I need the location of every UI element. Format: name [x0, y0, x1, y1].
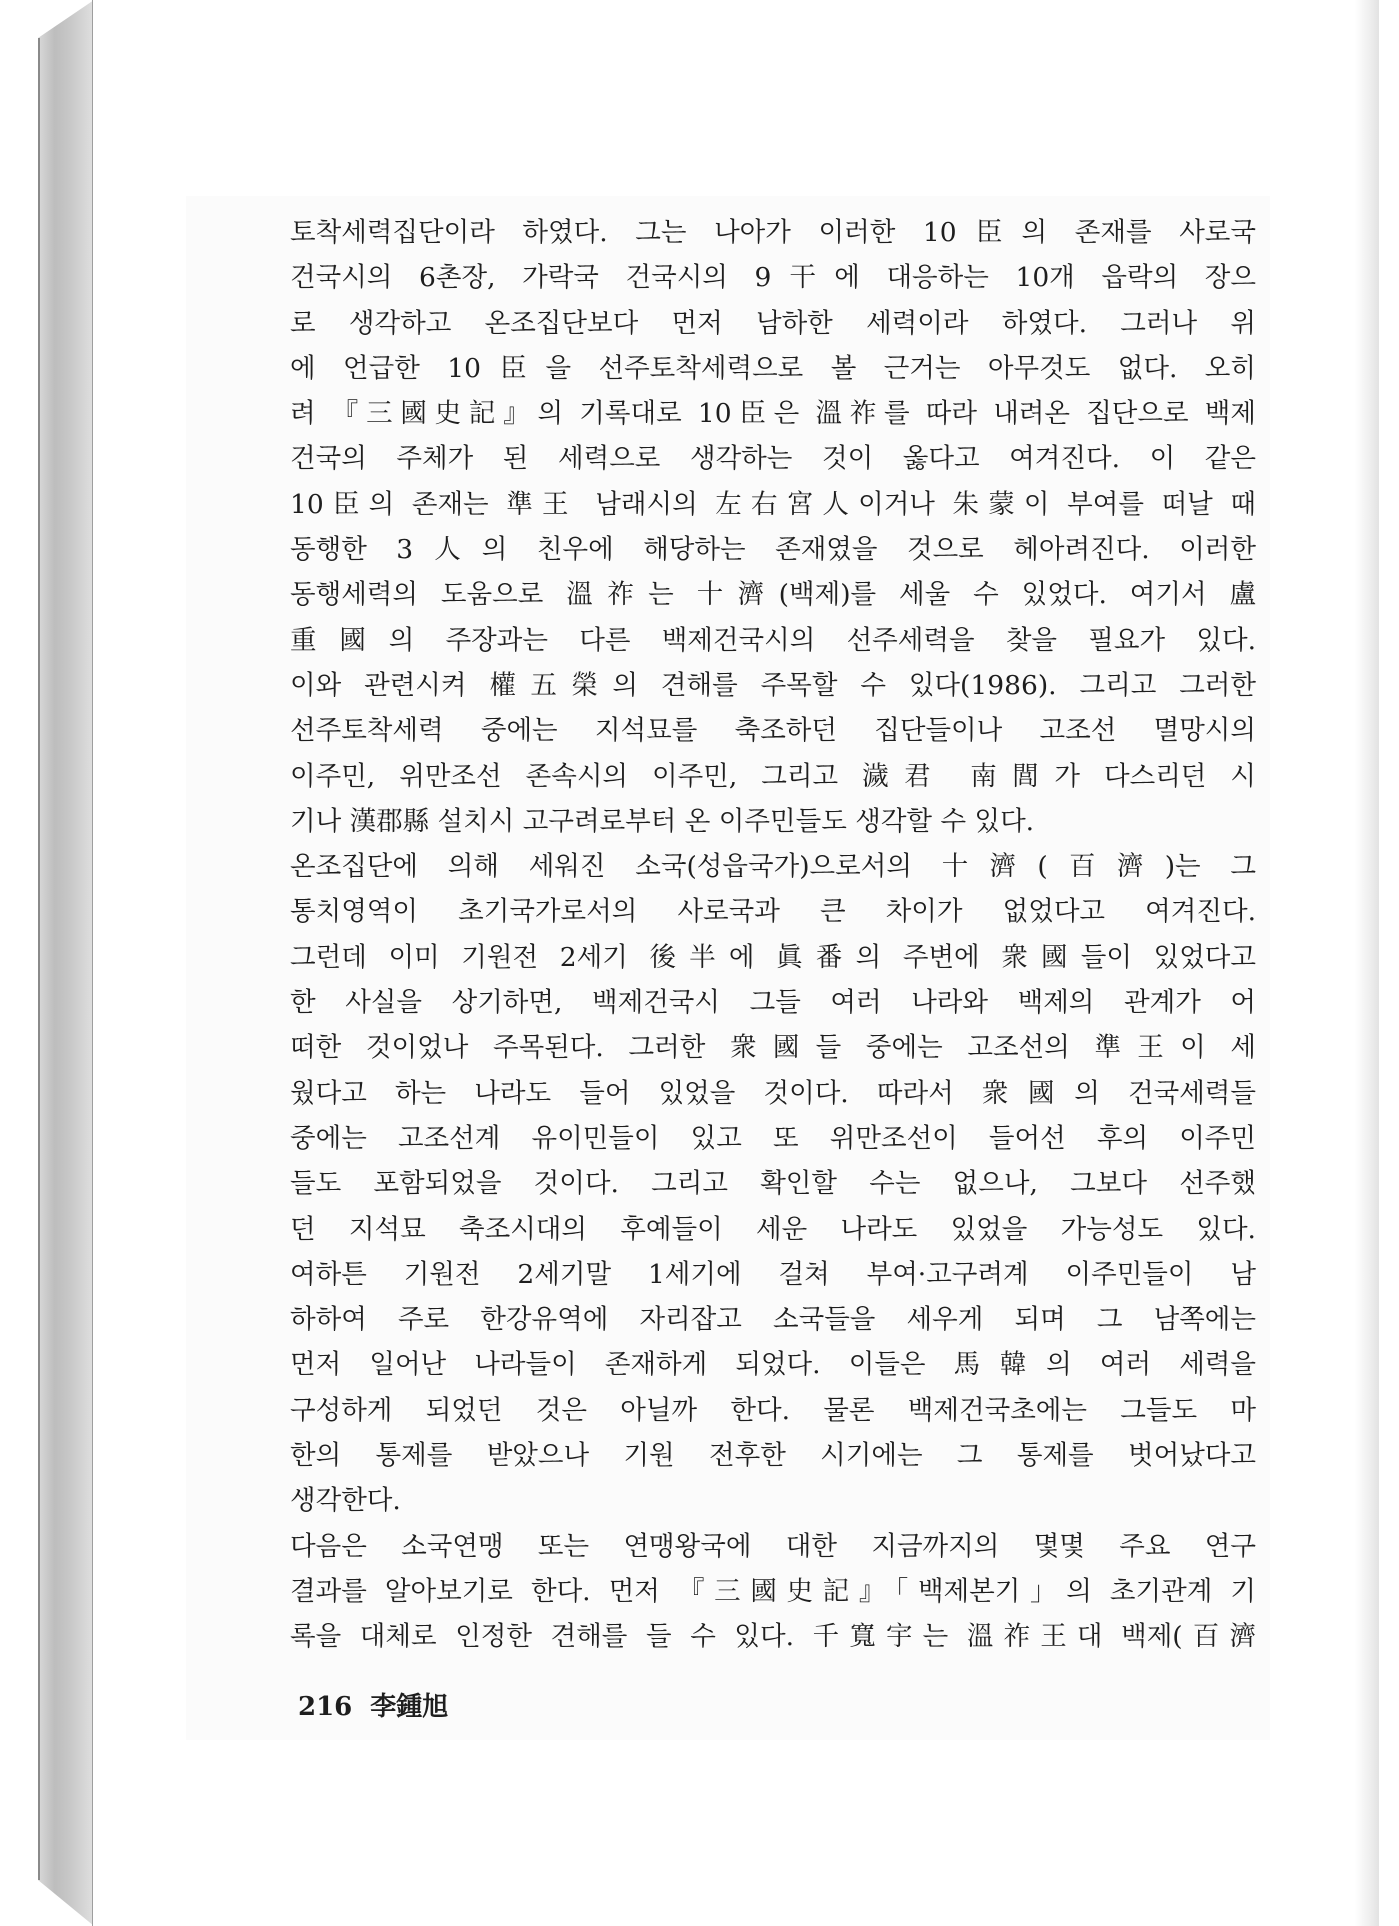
- text-line: 떠한 것이었나 주목된다. 그러한 衆國들 중에는 고조선의 準王이 세: [290, 1032, 1256, 1064]
- text-line: 하하여 주로 한강유역에 자리잡고 소국들을 세우게 되며 그 남쪽에는: [290, 1304, 1256, 1336]
- text-line: 그런데 이미 기원전 2세기 後半에 眞番의 주변에 衆國들이 있었다고: [290, 941, 1256, 973]
- text-line: 이주민, 위만조선 존속시의 이주민, 그리고 濊君 南閭가 다스리던 시: [290, 760, 1256, 792]
- text-line: 건국시의 6촌장, 가락국 건국시의 9干에 대응하는 10개 읍락의 장으: [290, 262, 1256, 294]
- text-line: 重國의 주장과는 다른 백제건국시의 선주세력을 찾을 필요가 있다.: [290, 624, 1256, 656]
- text-line: 결과를 알아보기로 한다. 먼저 『三國史記』「백제본기」의 초기관계 기: [290, 1575, 1256, 1607]
- text-line: 건국의 주체가 된 세력으로 생각하는 것이 옳다고 여겨진다. 이 같은: [290, 443, 1256, 475]
- text-line: 들도 포함되었을 것이다. 그리고 확인할 수는 없으나, 그보다 선주했: [290, 1168, 1256, 1200]
- book-spine-edge: [38, 38, 40, 1880]
- text-line: 려 『三國史記』의 기록대로 10臣은 溫祚를 따라 내려온 집단으로 백제: [290, 398, 1256, 430]
- text-line: 토착세력집단이라 하였다. 그는 나아가 이러한 10臣의 존재를 사로국: [290, 217, 1256, 248]
- paragraph-end-line: 생각한다.: [290, 1485, 401, 1517]
- text-line: 한의 통제를 받았으나 기원 전후한 시기에는 그 통제를 벗어났다고: [290, 1440, 1256, 1472]
- text-line: 에 언급한 10臣을 선주토착세력으로 볼 근거는 아무것도 없다. 오히: [290, 352, 1256, 384]
- author-name: 李鍾旭: [370, 1692, 449, 1722]
- text-line: 10臣의 존재는 準王 남래시의 左右宮人이거나 朱蒙이 부여를 떠날 때: [290, 488, 1256, 520]
- text-line: 중에는 고조선계 유이민들이 있고 또 위만조선이 들어선 후의 이주민: [290, 1122, 1256, 1154]
- text-line: 동행세력의 도움으로 溫祚는 十濟(백제)를 세울 수 있었다. 여기서 盧: [290, 579, 1256, 611]
- text-line: 여하튼 기원전 2세기말 1세기에 걸쳐 부여·고구려계 이주민들이 남: [290, 1258, 1256, 1290]
- text-line: 먼저 일어난 나라들이 존재하게 되었다. 이들은 馬韓의 여러 세력을: [290, 1349, 1256, 1381]
- paragraph-end-line: 기나 漢郡縣 설치시 고구려로부터 온 이주민들도 생각할 수 있다.: [290, 805, 1035, 837]
- book-spine: [38, 0, 94, 1926]
- page-footer: [298, 1686, 448, 1723]
- text-line: 웠다고 하는 나라도 들어 있었을 것이다. 따라서 衆國의 건국세력들: [290, 1077, 1256, 1109]
- text-line: 로 생각하고 온조집단보다 먼저 남하한 세력이라 하였다. 그러나 위: [290, 307, 1256, 339]
- text-line: 이와 관련시켜 權五榮의 견해를 주목할 수 있다(1986). 그리고 그러한: [290, 669, 1256, 701]
- page-edge-shadow: [1355, 0, 1379, 1926]
- text-line: 한 사실을 상기하면, 백제건국시 그들 여러 나라와 백제의 관계가 어: [290, 987, 1256, 1019]
- text-line: 동행한 3人의 친우에 해당하는 존재였을 것으로 헤아려진다. 이러한: [290, 534, 1256, 566]
- text-line: 록을 대체로 인정한 견해를 들 수 있다. 千寬宇는 溫祚王대 백제(百濟: [290, 1621, 1256, 1653]
- text-line: 던 지석묘 축조시대의 후예들이 세운 나라도 있었을 가능성도 있다.: [290, 1213, 1256, 1245]
- text-line: 통치영역이 초기국가로서의 사로국과 큰 차이가 없었다고 여겨진다.: [290, 896, 1256, 928]
- text-line: 구성하게 되었던 것은 아닐까 한다. 물론 백제건국초에는 그들도 마: [290, 1394, 1256, 1426]
- paragraph-start-line: 다음은 소국연맹 또는 연맹왕국에 대한 지금까지의 몇몇 주요 연구: [290, 1530, 1256, 1562]
- body-text: [290, 210, 1256, 1660]
- page-number: 216: [298, 1692, 353, 1722]
- paragraph-start-line: 온조집단에 의해 세워진 소국(성읍국가)으로서의 十濟(百濟)는 그: [290, 851, 1256, 883]
- text-line: 선주토착세력 중에는 지석묘를 축조하던 집단들이나 고조선 멸망시의: [290, 715, 1256, 747]
